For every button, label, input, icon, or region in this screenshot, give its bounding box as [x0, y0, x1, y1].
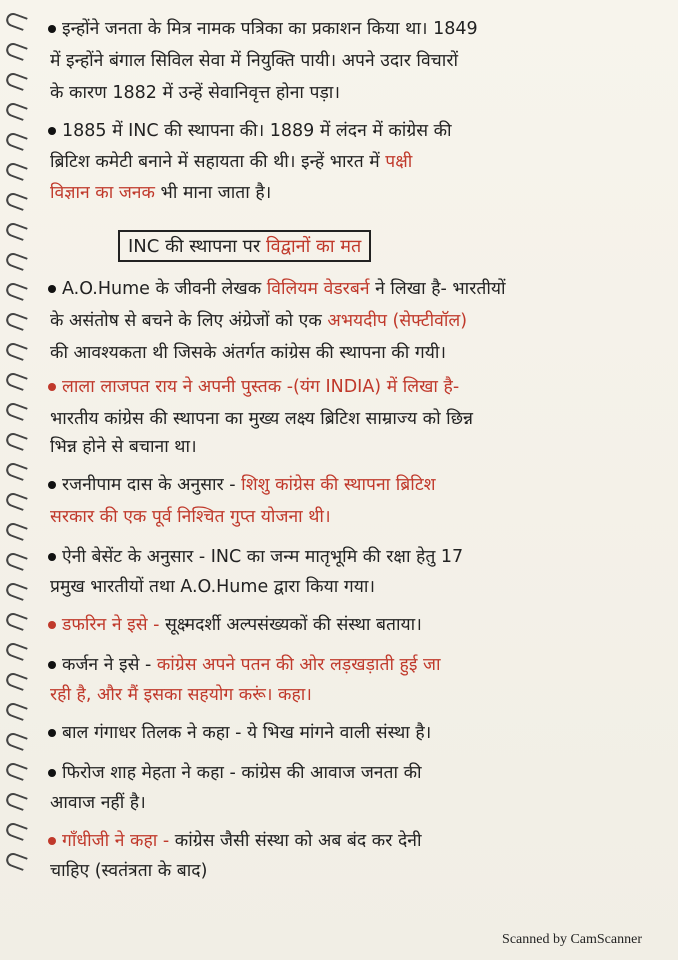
bullet-icon [48, 481, 56, 489]
spiral-ring [4, 281, 28, 301]
spiral-ring [4, 821, 28, 841]
para2-line3-red: विज्ञान का जनक [50, 183, 155, 203]
dufferin-line1 [48, 614, 678, 636]
para2-line1-text: 1885 में INC की स्थापना की। 1889 में लंदन में कांग्रेस की [62, 121, 452, 141]
spiral-ring [4, 731, 28, 751]
spiral-ring [4, 131, 28, 151]
spiral-ring [4, 521, 28, 541]
hume-line1-end: ने लिखा है- भारतीयों [375, 279, 506, 299]
para1-line2: में इन्होंने बंगाल सिविल सेवा में नियुक्ति पायी। अपने उदार विचारों [50, 51, 459, 71]
tilak-line1 [48, 722, 678, 744]
para2-line3 [50, 182, 678, 204]
spiral-ring [4, 161, 28, 181]
spiral-ring [4, 221, 28, 241]
hume-line1-text: A.O.Hume के जीवनी लेखक [62, 279, 262, 299]
para2-line2-red: पक्षी [385, 152, 413, 172]
annie-line2: प्रमुख भारतीयों तथा A.O.Hume द्वारा किया गया। [50, 577, 376, 597]
annie-line1-text: ऐनी बेसेंट के अनुसार - INC का जन्म मातृभूमि की रक्षा हेतु 17 [62, 547, 464, 567]
spiral-ring [4, 491, 28, 511]
gandhi-line2: चाहिए (स्वतंत्रता के बाद) [50, 861, 208, 881]
spiral-ring [4, 251, 28, 271]
para2-line2-text: ब्रिटिश कमेटी बनाने में सहायता की थी। इन्हें भारत में [50, 152, 380, 172]
hume-line2-red: अभयदीप (सेफ्टीवॉल) [327, 311, 468, 331]
hume-line1 [48, 278, 678, 300]
rajni-line2 [50, 506, 678, 528]
hume-line2-text: के असंतोष से बचने के लिए अंग्रेजों को एक [50, 311, 322, 331]
pherozeshah-line2: आवाज नहीं है। [50, 793, 146, 813]
lala-line2: भारतीय कांग्रेस की स्थापना का मुख्य लक्ष्य ब्रिटिश साम्राज्य को छिन्न [50, 409, 473, 429]
heading-red: विद्वानों का मत [266, 236, 362, 257]
lala-line1-red: लाला लाजपत राय ने अपनी पुस्तक -(यंग INDIA) में लिखा है- [62, 377, 460, 397]
curzon-line1-red: कांग्रेस अपने पतन की ओर लड़खड़ाती हुई जा [156, 655, 441, 675]
spiral-ring [4, 41, 28, 61]
spiral-ring [4, 11, 28, 31]
rajni-line1-red: शिशु कांग्रेस की स्थापना ब्रिटिश [241, 475, 436, 495]
rajni-line2-red: सरकार की एक पूर्व निश्चित गुप्त योजना थी। [50, 507, 331, 527]
bullet-icon [48, 661, 56, 669]
bullet-icon [48, 25, 56, 33]
pherozeshah-line1 [48, 762, 678, 784]
pherozeshah-line1-text: फिरोज शाह मेहता ने कहा - कांग्रेस की आवाज जनता की [62, 763, 422, 783]
spiral-ring [4, 461, 28, 481]
spiral-ring [4, 641, 28, 661]
hume-line3: की आवश्यकता थी जिसके अंतर्गत कांग्रेस की स्थापना की गयी। [50, 343, 447, 363]
para2-line2 [50, 151, 678, 173]
curzon-line1 [48, 654, 678, 676]
gandhi-line1 [48, 830, 678, 852]
hume-line1-red: विलियम वेडरबर्न [266, 279, 370, 299]
spiral-ring [4, 401, 28, 421]
spiral-ring [4, 341, 28, 361]
spiral-ring [4, 311, 28, 331]
curzon-line2 [50, 684, 678, 706]
spiral-ring [4, 761, 28, 781]
bullet-icon [48, 837, 56, 845]
gandhi-line1-text: कांग्रेस जैसी संस्था को अब बंद कर देनी [174, 831, 422, 851]
dufferin-line1-text: सूक्ष्मदर्शी अल्पसंख्यकों की संस्था बताया। [164, 615, 422, 635]
bullet-icon [48, 383, 56, 391]
spiral-ring [4, 371, 28, 391]
gandhi-line1-red: गाँधीजी ने कहा - [62, 831, 170, 851]
curzon-line1-text: कर्जन ने इसे - [62, 655, 152, 675]
curzon-line2-red: रही है, और मैं इसका सहयोग करूं। कहा। [50, 685, 312, 705]
spiral-ring [4, 701, 28, 721]
bullet-icon [48, 729, 56, 737]
dufferin-line1-red: डफरिन ने इसे - [62, 615, 160, 635]
spiral-ring [4, 671, 28, 691]
scanner-watermark: Scanned by CamScanner [502, 932, 642, 947]
bullet-icon [48, 127, 56, 135]
bullet-icon [48, 769, 56, 777]
tilak-line1-text: बाल गंगाधर तिलक ने कहा - ये भिख मांगने वाली संस्था है। [62, 723, 432, 743]
rajni-line1 [48, 474, 678, 496]
spiral-ring [4, 191, 28, 211]
lala-line1 [48, 376, 678, 398]
spiral-ring [4, 431, 28, 451]
bullet-icon [48, 553, 56, 561]
bullet-icon [48, 621, 56, 629]
hume-line2 [50, 310, 678, 332]
para1-line1 [48, 18, 678, 40]
spiral-ring [4, 551, 28, 571]
spiral-ring [4, 611, 28, 631]
spiral-ring [4, 851, 28, 871]
spiral-ring [4, 791, 28, 811]
annie-line1 [48, 546, 678, 568]
para2-line3-text: भी माना जाता है। [160, 183, 272, 203]
spiral-ring [4, 581, 28, 601]
para1-line3: के कारण 1882 में उन्हें सेवानिवृत्त होना पड़ा। [50, 83, 340, 103]
lala-line3: भिन्न होने से बचाना था। [50, 437, 197, 457]
heading-prefix: INC की स्थापना पर [128, 236, 261, 257]
bullet-icon [48, 285, 56, 293]
para1-line1-text: इन्होंने जनता के मित्र नामक पत्रिका का प्रकाशन किया था। 1849 [62, 19, 478, 39]
rajni-line1-text: रजनीपाम दास के अनुसार - [62, 475, 236, 495]
section-heading [118, 230, 371, 262]
para2-line1 [48, 120, 678, 142]
spiral-ring [4, 71, 28, 91]
spiral-ring [4, 101, 28, 121]
